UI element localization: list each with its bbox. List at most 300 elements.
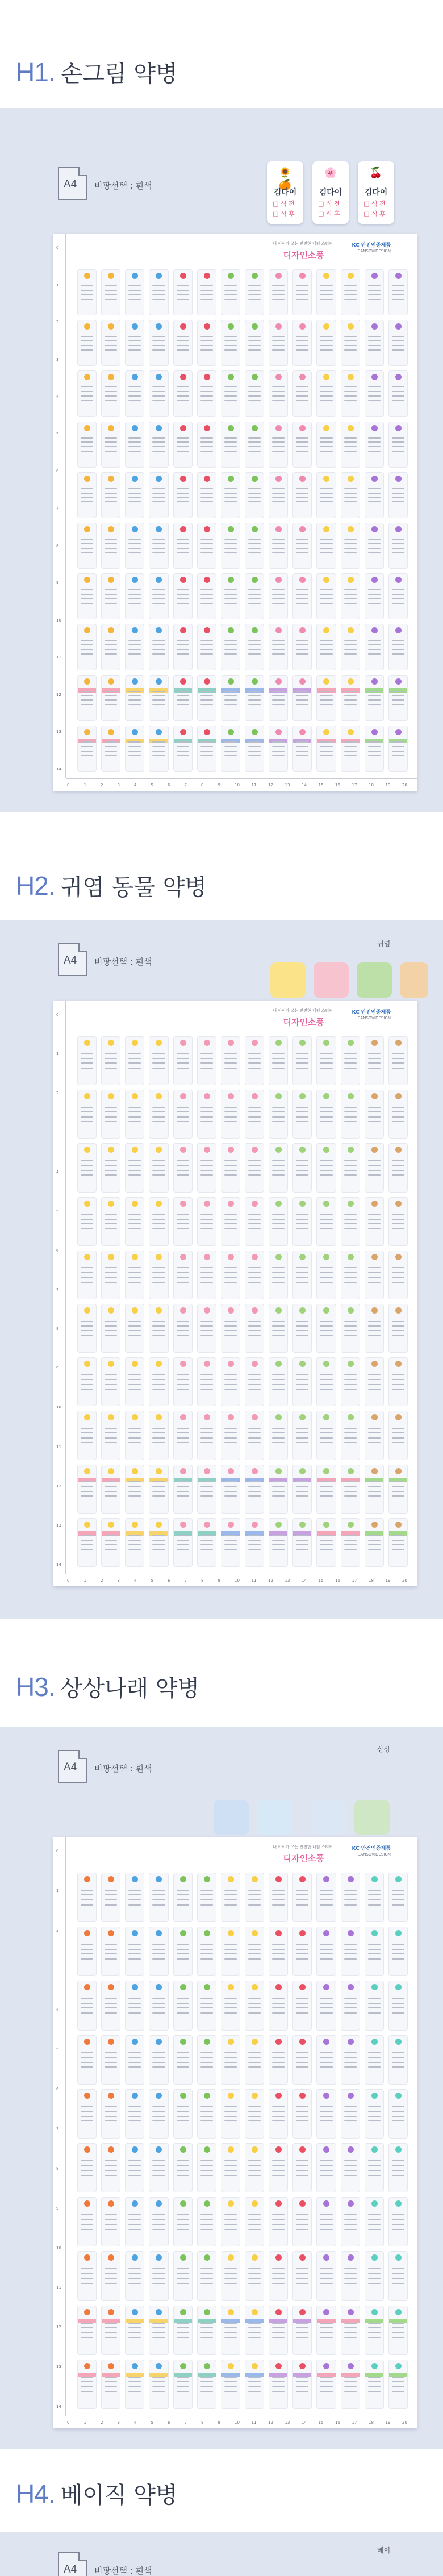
preview-row: □ 식 후 bbox=[363, 210, 386, 218]
sticker-text-line bbox=[248, 1384, 261, 1385]
sticker-text-line bbox=[152, 649, 165, 650]
sticker-text-line bbox=[224, 2066, 237, 2068]
sticker-label bbox=[197, 1304, 216, 1353]
sticker-text-line bbox=[105, 1384, 117, 1385]
sticker-text-line bbox=[368, 400, 381, 401]
sticker-label bbox=[173, 2306, 193, 2355]
sticker-label bbox=[149, 1873, 168, 1922]
sticker-label bbox=[316, 2143, 336, 2192]
sticker-text-line bbox=[200, 548, 213, 549]
sticker-text-line bbox=[200, 539, 213, 540]
sticker-icon bbox=[108, 2093, 114, 2099]
sticker-text-line bbox=[368, 644, 381, 645]
sticker-text-line bbox=[200, 1894, 213, 1895]
sticker-text-line bbox=[224, 501, 237, 502]
ruler-tick: 11 bbox=[251, 1578, 257, 1583]
sticker-label bbox=[341, 1981, 360, 2030]
sticker-label bbox=[173, 523, 193, 569]
sticker-icon bbox=[228, 729, 234, 735]
sticker-text-line bbox=[272, 2160, 285, 2161]
sticker-text-line bbox=[392, 345, 404, 346]
sticker-text-line bbox=[128, 755, 141, 756]
sticker-text-line bbox=[128, 2165, 141, 2166]
sticker-text-line bbox=[81, 299, 93, 300]
ruler-tick: 3 bbox=[56, 1968, 59, 1973]
sticker-icon bbox=[252, 1930, 258, 1936]
sticker-text-line bbox=[248, 1949, 261, 1950]
sticker-text-line bbox=[128, 493, 141, 494]
sticker-text-line bbox=[248, 2052, 261, 2053]
sticker-text-line bbox=[105, 493, 117, 494]
sticker-icon bbox=[275, 374, 282, 380]
sticker-text-line bbox=[368, 603, 381, 604]
sticker-text-line bbox=[272, 552, 285, 553]
sticker-text-line bbox=[224, 1437, 237, 1439]
sticker-text-line bbox=[368, 1437, 381, 1439]
sticker-text-line bbox=[368, 290, 381, 291]
sticker-text-line bbox=[81, 598, 93, 599]
sticker-text-line bbox=[128, 1495, 141, 1497]
sticker-text-line bbox=[128, 1535, 141, 1536]
brand-logo: 디자인소풍 bbox=[283, 251, 324, 260]
sticker-text-line bbox=[248, 1160, 261, 1161]
sticker-text-line bbox=[320, 299, 332, 300]
sticker-icon bbox=[204, 577, 210, 583]
sticker-text-line bbox=[81, 2116, 93, 2117]
sticker-text-line bbox=[81, 746, 93, 747]
sticker-label bbox=[365, 1873, 384, 1922]
sticker-icon bbox=[395, 2309, 402, 2315]
sticker-text-line bbox=[392, 2224, 404, 2225]
sticker-icon bbox=[132, 1040, 138, 1046]
sticker-text-line bbox=[105, 2165, 117, 2166]
sticker-label bbox=[149, 2089, 168, 2139]
sticker-text-line bbox=[224, 1894, 237, 1895]
sticker-text-line bbox=[296, 2214, 308, 2215]
sticker-text-line bbox=[320, 2052, 332, 2053]
sticker-label bbox=[269, 675, 288, 721]
sticker-text-line bbox=[392, 1540, 404, 1541]
sticker-label bbox=[365, 320, 384, 366]
sticker-icon bbox=[395, 425, 402, 431]
sticker-text-line bbox=[177, 589, 189, 590]
sticker-label bbox=[245, 1143, 264, 1192]
sticker-icon bbox=[348, 1307, 354, 1314]
sticker-icon bbox=[252, 374, 258, 380]
sticker-text-line bbox=[320, 1170, 332, 1171]
sticker-text-line bbox=[320, 441, 332, 443]
sticker-label bbox=[316, 624, 336, 670]
sticker-label bbox=[77, 2143, 97, 2192]
sticker-text-line bbox=[320, 497, 332, 498]
sticker-text-line bbox=[200, 1379, 213, 1380]
sticker-label bbox=[292, 1981, 312, 2030]
sticker-icon bbox=[180, 1522, 186, 1528]
sticker-label bbox=[341, 1143, 360, 1192]
sticker-label bbox=[149, 422, 168, 468]
sticker-text-line bbox=[344, 2327, 357, 2328]
sticker-text-line bbox=[344, 336, 357, 337]
sticker-text-line bbox=[81, 1325, 93, 1327]
sticker-text-line bbox=[248, 1107, 261, 1108]
sticker-icon bbox=[395, 2146, 402, 2153]
sticker-label bbox=[101, 2306, 120, 2355]
sticker-text-line bbox=[248, 2057, 261, 2058]
sticker-text-line bbox=[368, 2120, 381, 2121]
sticker-icon bbox=[275, 627, 282, 633]
sticker-text-line bbox=[248, 441, 261, 443]
sticker-text-line bbox=[296, 653, 308, 655]
sticker-label bbox=[365, 2197, 384, 2246]
sticker-text-line bbox=[128, 2219, 141, 2220]
sticker-text-line bbox=[344, 1549, 357, 1550]
sticker-text-line bbox=[224, 2120, 237, 2121]
sticker-icon bbox=[180, 1414, 186, 1420]
sticker-text-line bbox=[392, 2268, 404, 2269]
sticker-text-line bbox=[320, 1058, 332, 1059]
sticker-text-line bbox=[105, 1228, 117, 1229]
sticker-text-line bbox=[128, 1379, 141, 1380]
sticker-text-line bbox=[224, 441, 237, 443]
sticker-text-line bbox=[368, 2003, 381, 2004]
sticker-text-line bbox=[152, 2007, 165, 2008]
sticker-text-line bbox=[392, 695, 404, 696]
sticker-text-line bbox=[128, 1998, 141, 1999]
sticker-icon bbox=[156, 273, 162, 279]
sticker-icon bbox=[275, 1468, 282, 1474]
sticker-label bbox=[388, 2306, 408, 2355]
sticker-text-line bbox=[177, 446, 189, 447]
sticker-text-line bbox=[248, 2003, 261, 2004]
sticker-text-line bbox=[368, 2062, 381, 2063]
sticker-text-line bbox=[248, 1267, 261, 1268]
ruler-tick: 9 bbox=[218, 2420, 220, 2425]
sticker-label bbox=[365, 675, 384, 721]
sticker-text-line bbox=[320, 699, 332, 701]
sticker-label bbox=[77, 2251, 97, 2300]
sticker-icon bbox=[299, 1254, 306, 1260]
sticker-text-line bbox=[224, 1540, 237, 1541]
sticker-icon bbox=[204, 273, 210, 279]
sticker-text-line bbox=[224, 2062, 237, 2063]
sticker-text-line bbox=[248, 2170, 261, 2171]
sticker-label bbox=[388, 523, 408, 569]
sticker-text-line bbox=[392, 1949, 404, 1950]
sticker-text-line bbox=[105, 589, 117, 590]
sticker-text-line bbox=[344, 2120, 357, 2121]
sticker-label bbox=[77, 2089, 97, 2139]
sticker-text-line bbox=[296, 2175, 308, 2176]
sticker-text-line bbox=[248, 1282, 261, 1283]
sticker-text-line bbox=[177, 1325, 189, 1327]
sticker-text-line bbox=[368, 1486, 381, 1487]
sticker-text-line bbox=[200, 386, 213, 387]
sticker-text-line bbox=[152, 704, 165, 705]
sticker-text-line bbox=[105, 1944, 117, 1945]
sticker-text-line bbox=[392, 441, 404, 443]
sticker-label bbox=[245, 2143, 264, 2192]
sticker-icon bbox=[132, 1930, 138, 1936]
sticker-text-line bbox=[81, 1062, 93, 1064]
sticker-icon bbox=[348, 425, 354, 431]
sticker-icon bbox=[371, 729, 378, 735]
sticker-icon bbox=[395, 627, 402, 633]
sticker-text-line bbox=[296, 543, 308, 544]
sticker-text-line bbox=[81, 488, 93, 489]
sticker-text-line bbox=[224, 751, 237, 752]
sticker-icon bbox=[275, 425, 282, 431]
sticker-text-line bbox=[152, 552, 165, 553]
sticker-text-line bbox=[224, 1904, 237, 1906]
sticker-text-line bbox=[272, 446, 285, 447]
sticker-text-line bbox=[248, 386, 261, 387]
sticker-text-line bbox=[320, 644, 332, 645]
sticker-label bbox=[316, 2306, 336, 2355]
sticker-text-line bbox=[344, 1228, 357, 1229]
sticker-text-line bbox=[368, 1481, 381, 1482]
sticker-text-line bbox=[152, 2219, 165, 2220]
sticker-label bbox=[388, 2143, 408, 2192]
sticker-grid bbox=[75, 1034, 410, 1569]
sticker-label bbox=[173, 1357, 193, 1406]
sticker-label bbox=[269, 624, 288, 670]
sticker-text-line bbox=[177, 1442, 189, 1443]
sticker-icon bbox=[348, 2200, 354, 2207]
sticker-text-line bbox=[272, 1549, 285, 1550]
sticker-label bbox=[197, 1036, 216, 1085]
sticker-text-line bbox=[200, 451, 213, 452]
sticker-text-line bbox=[368, 1223, 381, 1224]
sticker-text-line bbox=[272, 285, 285, 286]
sticker-text-line bbox=[368, 2219, 381, 2220]
sticker-text-line bbox=[248, 1904, 261, 1906]
sticker-text-line bbox=[128, 1267, 141, 1268]
sticker-text-line bbox=[248, 1330, 261, 1331]
sticker-text-line bbox=[105, 695, 117, 696]
sticker-icon bbox=[204, 1984, 210, 1990]
sticker-label bbox=[125, 1197, 144, 1246]
sticker-text-line bbox=[344, 2219, 357, 2220]
sticker-icon bbox=[299, 1522, 306, 1528]
sticker-icon bbox=[180, 2093, 186, 2099]
sticker-text-line bbox=[105, 1949, 117, 1950]
sticker-text-line bbox=[152, 1165, 165, 1166]
sticker-text-line bbox=[320, 1894, 332, 1895]
sticker-icon bbox=[371, 2254, 378, 2261]
ruler-tick: 9 bbox=[56, 2206, 59, 2211]
sticker-text-line bbox=[128, 451, 141, 452]
sticker-text-line bbox=[368, 1267, 381, 1268]
sticker-text-line bbox=[392, 1544, 404, 1545]
product-panel-h3 bbox=[0, 1727, 443, 2449]
sticker-icon bbox=[204, 2254, 210, 2261]
sticker-label bbox=[197, 675, 216, 721]
sticker-icon bbox=[299, 2254, 306, 2261]
sticker-text-line bbox=[105, 1223, 117, 1224]
sticker-text-line bbox=[177, 2003, 189, 2004]
preview-name: 김다이 bbox=[319, 188, 342, 197]
sticker-icon bbox=[348, 2146, 354, 2153]
sticker-text-line bbox=[344, 1170, 357, 1171]
sticker-label bbox=[316, 320, 336, 366]
sticker-text-line bbox=[296, 594, 308, 595]
sticker-text-line bbox=[272, 1437, 285, 1439]
sticker-text-line bbox=[272, 1272, 285, 1273]
sticker-label bbox=[388, 1411, 408, 1460]
sticker-icon bbox=[204, 678, 210, 685]
sticker-text-line bbox=[177, 552, 189, 553]
sticker-label bbox=[269, 1465, 288, 1514]
sticker-text-line bbox=[320, 1998, 332, 1999]
sticker-text-line bbox=[152, 589, 165, 590]
sticker-text-line bbox=[272, 1174, 285, 1176]
sticker-label bbox=[292, 269, 312, 315]
sticker-text-line bbox=[296, 2323, 308, 2324]
sticker-text-line bbox=[296, 1053, 308, 1054]
sticker-icon bbox=[299, 526, 306, 532]
sticker-text-line bbox=[392, 2381, 404, 2382]
sticker-text-line bbox=[344, 1890, 357, 1891]
sticker-text-line bbox=[296, 1540, 308, 1541]
sticker-text-line bbox=[296, 1442, 308, 1443]
sticker-text-line bbox=[152, 2111, 165, 2112]
sticker-text-line bbox=[224, 294, 237, 295]
sticker-text-line bbox=[224, 2381, 237, 2382]
sticker-text-line bbox=[200, 1535, 213, 1536]
sticker-text-line bbox=[320, 2170, 332, 2171]
sticker-icon bbox=[348, 1254, 354, 1260]
sticker-text-line bbox=[344, 2062, 357, 2063]
sticker-text-line bbox=[224, 1058, 237, 1059]
sticker-text-line bbox=[152, 603, 165, 604]
sticker-text-line bbox=[128, 1437, 141, 1439]
section-heading-h2 bbox=[16, 869, 207, 903]
sticker-text-line bbox=[248, 1374, 261, 1375]
sticker-text-line bbox=[81, 386, 93, 387]
sticker-text-line bbox=[152, 336, 165, 337]
sticker-icon bbox=[299, 1147, 306, 1153]
sticker-text-line bbox=[392, 493, 404, 494]
sticker-label bbox=[149, 1465, 168, 1514]
sticker-text-line bbox=[248, 1428, 261, 1429]
sticker-icon bbox=[395, 1147, 402, 1153]
sticker-text-line bbox=[272, 598, 285, 599]
sticker-text-line bbox=[272, 2106, 285, 2107]
sticker-label bbox=[221, 1090, 240, 1139]
sticker-label bbox=[245, 422, 264, 468]
sticker-text-line bbox=[320, 1904, 332, 1906]
sticker-label bbox=[125, 2306, 144, 2355]
sticker-text-line bbox=[81, 543, 93, 544]
sticker-icon bbox=[132, 526, 138, 532]
sticker-text-line bbox=[177, 349, 189, 351]
sticker-text-line bbox=[81, 1277, 93, 1278]
sticker-label bbox=[292, 1873, 312, 1922]
sticker-text-line bbox=[105, 2066, 117, 2068]
sticker-text-line bbox=[152, 493, 165, 494]
sticker-label bbox=[316, 1036, 336, 1085]
sticker-icon bbox=[156, 1468, 162, 1474]
sticker-text-line bbox=[152, 1170, 165, 1171]
sticker-text-line bbox=[368, 2175, 381, 2176]
ruler-tick: 16 bbox=[335, 783, 340, 787]
ruler-tick: 12 bbox=[268, 1578, 273, 1583]
sticker-icon bbox=[180, 526, 186, 532]
sticker-label bbox=[77, 2306, 97, 2355]
sticker-text-line bbox=[224, 603, 237, 604]
sticker-text-line bbox=[344, 1432, 357, 1433]
sticker-text-line bbox=[105, 2003, 117, 2004]
sticker-text-line bbox=[392, 1325, 404, 1327]
sticker-label bbox=[149, 2143, 168, 2192]
sticker-text-line bbox=[248, 2116, 261, 2117]
sticker-label bbox=[388, 2197, 408, 2246]
sticker-text-line bbox=[81, 345, 93, 346]
sticker-text-line bbox=[392, 446, 404, 447]
sticker-text-line bbox=[105, 2273, 117, 2274]
sticker-label bbox=[388, 1518, 408, 1567]
sticker-text-line bbox=[296, 704, 308, 705]
sticker-text-line bbox=[392, 2116, 404, 2117]
ruler-tick: 19 bbox=[385, 1578, 391, 1583]
sticker-text-line bbox=[177, 336, 189, 337]
sticker-text-line bbox=[105, 451, 117, 452]
sticker-text-line bbox=[177, 649, 189, 650]
sticker-label bbox=[269, 726, 288, 772]
sticker-label bbox=[316, 573, 336, 619]
sticker-label bbox=[197, 1090, 216, 1139]
sticker-icon bbox=[84, 1930, 90, 1936]
sticker-text-line bbox=[128, 1116, 141, 1118]
sticker-label bbox=[149, 370, 168, 416]
sticker-text-line bbox=[272, 1442, 285, 1443]
sticker-label bbox=[173, 1518, 193, 1567]
sticker-text-line bbox=[177, 290, 189, 291]
sticker-icon bbox=[371, 374, 378, 380]
corner-label: 귀염 bbox=[377, 940, 391, 948]
sticker-text-line bbox=[152, 1223, 165, 1224]
sticker-label bbox=[77, 1143, 97, 1192]
sticker-icon bbox=[395, 374, 402, 380]
sticker-text-line bbox=[200, 2332, 213, 2333]
sticker-text-line bbox=[320, 493, 332, 494]
sticker-text-line bbox=[81, 1949, 93, 1950]
sticker-text-line bbox=[177, 1107, 189, 1108]
sticker-icon bbox=[228, 1414, 234, 1420]
sticker-text-line bbox=[105, 2224, 117, 2225]
sticker-text-line bbox=[296, 1495, 308, 1497]
sticker-text-line bbox=[200, 395, 213, 397]
sticker-icon bbox=[348, 1093, 354, 1099]
sticker-text-line bbox=[81, 497, 93, 498]
sticker-text-line bbox=[272, 1111, 285, 1112]
product-panel-h2 bbox=[0, 920, 443, 1619]
sticker-text-line bbox=[177, 1116, 189, 1118]
sticker-label bbox=[221, 1981, 240, 2030]
sticker-text-line bbox=[200, 290, 213, 291]
sticker-text-line bbox=[392, 1998, 404, 1999]
sticker-text-line bbox=[128, 2106, 141, 2107]
sticker-text-line bbox=[392, 1272, 404, 1273]
sticker-text-line bbox=[344, 704, 357, 705]
sticker-text-line bbox=[296, 488, 308, 489]
sticker-text-line bbox=[105, 501, 117, 502]
sticker-icon bbox=[371, 425, 378, 431]
sticker-text-line bbox=[392, 1549, 404, 1550]
sticker-icon bbox=[156, 1254, 162, 1260]
sticker-label bbox=[388, 573, 408, 619]
sticker-text-line bbox=[320, 1174, 332, 1176]
